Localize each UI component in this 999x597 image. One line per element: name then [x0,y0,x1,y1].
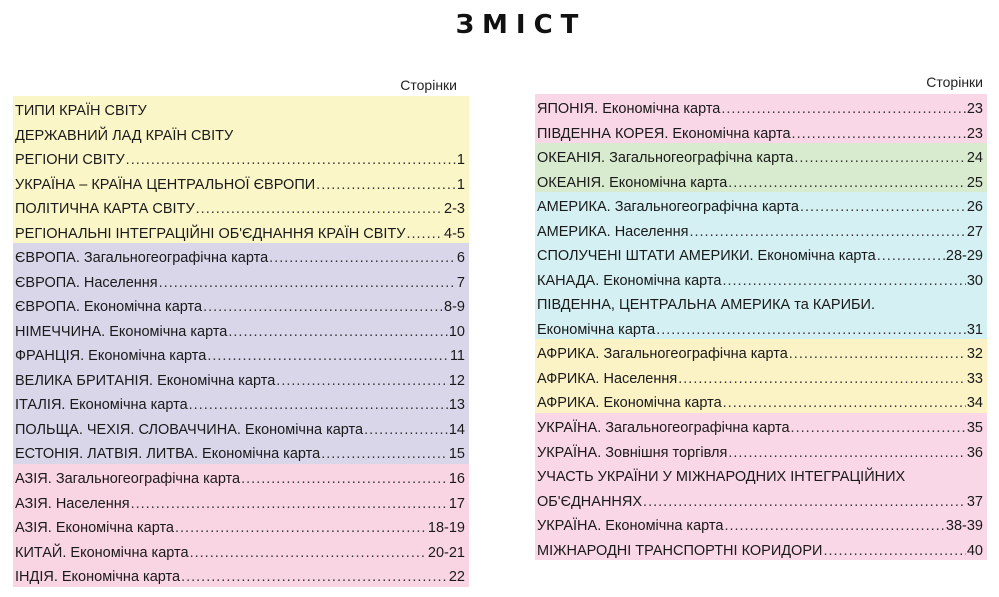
toc-entry [535,388,987,413]
toc-entry [535,217,987,242]
toc-entry [13,243,469,268]
page-title: ЗМІСТ [455,10,587,40]
toc-entry [535,266,987,291]
toc-leader-dots [794,151,965,166]
toc-entry [13,194,469,219]
toc-entry [535,119,987,144]
toc-entry-title: РЕГІОНАЛЬНІ ІНТЕГРАЦІЙНІ ОБ'ЄДНАННЯ КРАЇН СВІТУ [15,225,406,242]
toc-entry-page: 22 [448,569,465,585]
toc-leader-dots [406,227,443,242]
toc-leader-dots [316,178,456,193]
toc-entry-title: МІЖНАРОДНІ ТРАНСПОРТНІ КОРИДОРИ [537,542,823,559]
toc-entry-page: 17 [448,495,465,512]
toc-leader-dots [189,398,448,413]
toc-entry-title: КАНАДА. Економічна карта [537,272,722,289]
toc-entry [535,462,987,487]
toc-entry-page: 40 [966,542,983,559]
toc-entry [13,538,469,563]
toc-entry [13,268,469,293]
toc-entry-page: 14 [448,421,465,438]
toc-entry-title: АФРИКА. Населення [537,370,678,387]
left-group-asia [13,464,469,587]
toc-entry-page: 12 [448,372,465,389]
toc-leader-dots [203,300,443,315]
toc-entry-title: ДЕРЖАВНИЙ ЛАД КРАЇН СВІТУ [15,127,234,144]
toc-entry-page: 10 [448,323,465,340]
toc-leader-dots [228,325,447,340]
toc-leader-dots [722,274,965,289]
toc-entry-title: ОБ'ЄДНАННЯХ [537,493,643,510]
toc-leader-dots [321,447,448,462]
toc-entry-title: ЄВРОПА. Загальногеографічна карта [15,250,269,266]
left-column [13,75,469,590]
toc-entry-page: 2-3 [444,201,465,217]
pages-label-right: Сторінки [926,74,983,90]
toc-entry-title: ОКЕАНІЯ. Загальногеографічна карта [537,150,794,166]
toc-entry [535,413,987,438]
toc-entry [535,143,987,168]
toc-entry-page: 23 [966,125,983,142]
toc-entry-title: НІМЕЧЧИНА. Економічна карта [15,323,228,340]
toc-entry [13,121,469,146]
toc-entry-title: РЕГІОНИ СВІТУ [15,152,125,168]
left-group-europe [13,243,469,464]
toc-entry [535,241,987,266]
toc-entry-page: 13 [448,397,465,413]
toc-entry [13,464,469,489]
toc-leader-dots [131,497,448,512]
toc-leader-dots [724,519,944,534]
toc-leader-dots [728,446,966,461]
toc-entry-page: 37 [966,493,983,510]
toc-leader-dots [800,200,966,215]
toc-leader-dots [656,323,966,338]
toc-entry-page: 6 [456,250,465,266]
toc-entry-page: 1 [456,152,465,168]
toc-entry-title: Економічна карта [537,321,656,338]
toc-entry [535,315,987,340]
toc-entry [535,339,987,364]
toc-leader-dots [175,521,427,536]
toc-entry-page: 24 [966,150,983,166]
toc-entry [535,487,987,512]
toc-entry-page: 28-29 [945,248,983,264]
toc-entry-page: 30 [966,272,983,289]
toc-entry-page: 32 [966,346,983,362]
toc-leader-dots [792,127,966,142]
toc-entry [13,292,469,317]
toc-entry [13,96,469,121]
toc-entry-title: АЗІЯ. Населення [15,495,130,512]
toc-entry-title: ЕСТОНІЯ. ЛАТВІЯ. ЛИТВА. Економічна карта [15,446,321,462]
toc-leader-dots [689,225,965,240]
toc-entry-title: ЯПОНІЯ. Економічна карта [537,101,721,117]
toc-entry-title: ТИПИ КРАЇН СВІТУ [15,103,147,119]
toc-entry [13,341,469,366]
toc-entry-page: 34 [966,395,983,411]
right-group-asia [535,94,987,143]
toc-leader-dots [678,372,966,387]
toc-entry-page: 18-19 [427,520,465,536]
toc-entry [13,439,469,464]
toc-entry-title: КИТАЙ. Економічна карта [15,544,189,561]
toc-entry-page: 20-21 [427,544,465,561]
toc-entry-title: АМЕРИКА. Загальногеографічна карта [537,199,799,215]
toc-entry [13,415,469,440]
toc-leader-dots [728,176,966,191]
toc-entry-title: ПІВДЕННА, ЦЕНТРАЛЬНА АМЕРИКА та КАРИБИ. [537,297,875,313]
right-group-ukraine [535,413,987,560]
toc-entry-page: 11 [449,348,465,364]
toc-entry-page: 16 [448,471,465,487]
toc-entry-title: ІТАЛІЯ. Економічна карта [15,397,188,413]
toc-leader-dots [126,153,456,168]
toc-entry-title: АФРИКА. Загальногеографічна карта [537,346,788,362]
toc-entry-title: ІНДІЯ. Економічна карта [15,569,181,585]
toc-entry-page: 8-9 [444,299,465,315]
toc-leader-dots [721,102,965,117]
toc-entry-page: 27 [966,223,983,240]
toc-entry-title: ВЕЛИКА БРИТАНІЯ. Економічна карта [15,372,276,389]
toc-entry-title: ЄВРОПА. Населення [15,274,158,291]
toc-entry [535,192,987,217]
toc-leader-dots [269,251,456,266]
toc-leader-dots [276,374,448,389]
toc-entry-page: 4-5 [444,225,465,242]
toc-entry [535,536,987,561]
toc-entry [535,364,987,389]
toc-leader-dots [181,570,448,585]
toc-entry-title: ПОЛІТИЧНА КАРТА СВІТУ [15,201,195,217]
toc-entry-page: 26 [966,199,983,215]
toc-entry [13,219,469,244]
toc-leader-dots [190,546,427,561]
toc-entry-title: АМЕРИКА. Населення [537,223,689,240]
toc-entry [535,168,987,193]
left-group-general [13,96,469,243]
toc-leader-dots [364,423,448,438]
toc-entry-title: ПІВДЕННА КОРЕЯ. Економічна карта [537,125,791,142]
toc-entry [13,390,469,415]
toc-entry [13,562,469,587]
toc-entry [535,438,987,463]
toc-entry-title: УКРАЇНА. Загальногеографічна карта [537,420,790,436]
right-group-africa [535,339,987,413]
toc-entry-page: 7 [456,274,465,291]
toc-leader-dots [791,421,966,436]
toc-entry-page: 38-39 [945,518,983,534]
toc-entry [535,290,987,315]
toc-entry-title: АФРИКА. Економічна карта [537,395,722,411]
toc-entry [13,170,469,195]
right-column [535,70,987,590]
right-group-america [535,192,987,339]
toc-entry [535,94,987,119]
toc-entry-title: УКРАЇНА. Економічна карта [537,518,724,534]
toc-leader-dots [723,396,966,411]
toc-leader-dots [159,276,456,291]
toc-leader-dots [196,202,443,217]
toc-entry-page: 1 [456,176,465,193]
toc-entry-page: 33 [966,370,983,387]
toc-entry-title: ЄВРОПА. Економічна карта [15,299,203,315]
toc-entry-title: ФРАНЦІЯ. Економічна карта [15,348,207,364]
toc-entry [535,511,987,536]
toc-entry-title: УЧАСТЬ УКРАЇНИ У МІЖНАРОДНИХ ІНТЕГРАЦІЙНИХ [537,469,906,485]
pages-label-left: Сторінки [400,77,457,93]
right-group-oceania [535,143,987,192]
toc-entry-title: ПОЛЬЩА. ЧЕХІЯ. СЛОВАЧЧИНА. Економічна карта [15,421,364,438]
toc-entry-title: УКРАЇНА. Зовнішня торгівля [537,444,728,461]
toc-leader-dots [823,544,965,559]
toc-entry-title: СПОЛУЧЕНІ ШТАТИ АМЕРИКИ. Економічна карта [537,248,876,264]
toc-entry-title: АЗІЯ. Економічна карта [15,520,174,536]
toc-entry-page: 23 [966,101,983,117]
toc-entry-page: 25 [966,174,983,191]
toc-entry-page: 31 [966,321,983,338]
toc-entry [13,489,469,514]
toc-leader-dots [643,495,966,510]
toc-entry [13,317,469,342]
toc-entry [13,145,469,170]
toc-entry-page: 35 [966,420,983,436]
toc-entry [13,366,469,391]
toc-leader-dots [207,349,449,364]
toc-entry-title: УКРАЇНА – КРАЇНА ЦЕНТРАЛЬНОЇ ЄВРОПИ [15,176,316,193]
toc-entry-page: 15 [448,446,465,462]
toc-entry-page: 36 [966,444,983,461]
toc-leader-dots [241,472,448,487]
toc-entry-title: ОКЕАНІЯ. Економічна карта [537,174,728,191]
toc-entry [13,513,469,538]
toc-entry-title: АЗІЯ. Загальногеографічна карта [15,471,241,487]
toc-leader-dots [877,249,945,264]
toc-leader-dots [789,347,966,362]
